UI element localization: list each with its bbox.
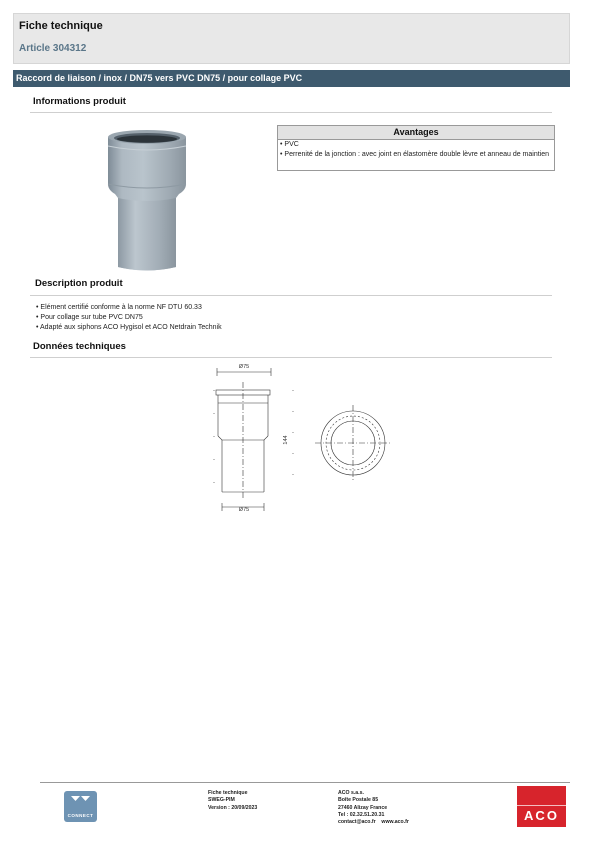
dimension-height: 144 <box>283 435 289 445</box>
advantage-item: • PVC <box>280 141 299 148</box>
footer-col-document <box>208 790 257 812</box>
document-title: Fiche technique <box>19 20 103 32</box>
footer-text: Boîte Postale 85 <box>338 797 379 804</box>
footer-text: Version : 20/09/2023 <box>208 804 258 811</box>
description-item: • Adapté aux siphons ACO Hygisol et ACO Netdrain Technik <box>36 324 222 331</box>
footer-divider <box>40 782 570 783</box>
footer-website[interactable]: www.aco.fr <box>381 819 409 826</box>
article-number: Article 304312 <box>19 43 87 54</box>
dimension-bottom: Ø75 <box>238 507 250 513</box>
footer-col-address <box>338 790 409 826</box>
section-title-informations: Informations produit <box>33 96 126 107</box>
description-item: • Elément certifié conforme à la norme NF DTU 60.33 <box>36 304 202 311</box>
section-divider <box>30 357 552 358</box>
advantages-box <box>277 125 555 171</box>
advantage-item: • Perrenité de la jonction : avec joint en élastomère double lèvre et anneau de maintien <box>280 151 550 158</box>
technical-drawing <box>205 360 405 515</box>
product-title-bar: Raccord de liaison / inox / DN75 vers PVC DN75 / pour collage PVC <box>13 70 570 87</box>
description-item: • Pour collage sur tube PVC DN75 <box>36 314 143 321</box>
footer-email[interactable]: contact@aco.fr <box>338 819 376 826</box>
aco-brand-logo <box>517 786 566 827</box>
section-title-technical: Données techniques <box>33 341 126 352</box>
section-divider <box>30 112 552 113</box>
dimension-top: Ø75 <box>238 364 250 370</box>
brand-logo-text: ACO <box>524 808 559 823</box>
footer-text: Fiche technique <box>208 790 248 796</box>
footer-text: 27460 Alizay France <box>338 804 388 811</box>
aco-connect-logo <box>64 791 97 822</box>
section-title-description: Description produit <box>35 278 123 289</box>
chevron-down-icon <box>70 795 91 805</box>
section-divider <box>30 295 552 296</box>
footer-text: SWEG-PIM <box>208 797 235 804</box>
advantages-title: Avantages <box>278 126 554 140</box>
product-image <box>103 124 203 274</box>
connect-logo-text: CONNECT <box>67 813 94 818</box>
footer-text: ACO s.a.s. <box>338 790 364 796</box>
footer-text: Tel : 02.32.51.20.31 <box>338 811 385 818</box>
